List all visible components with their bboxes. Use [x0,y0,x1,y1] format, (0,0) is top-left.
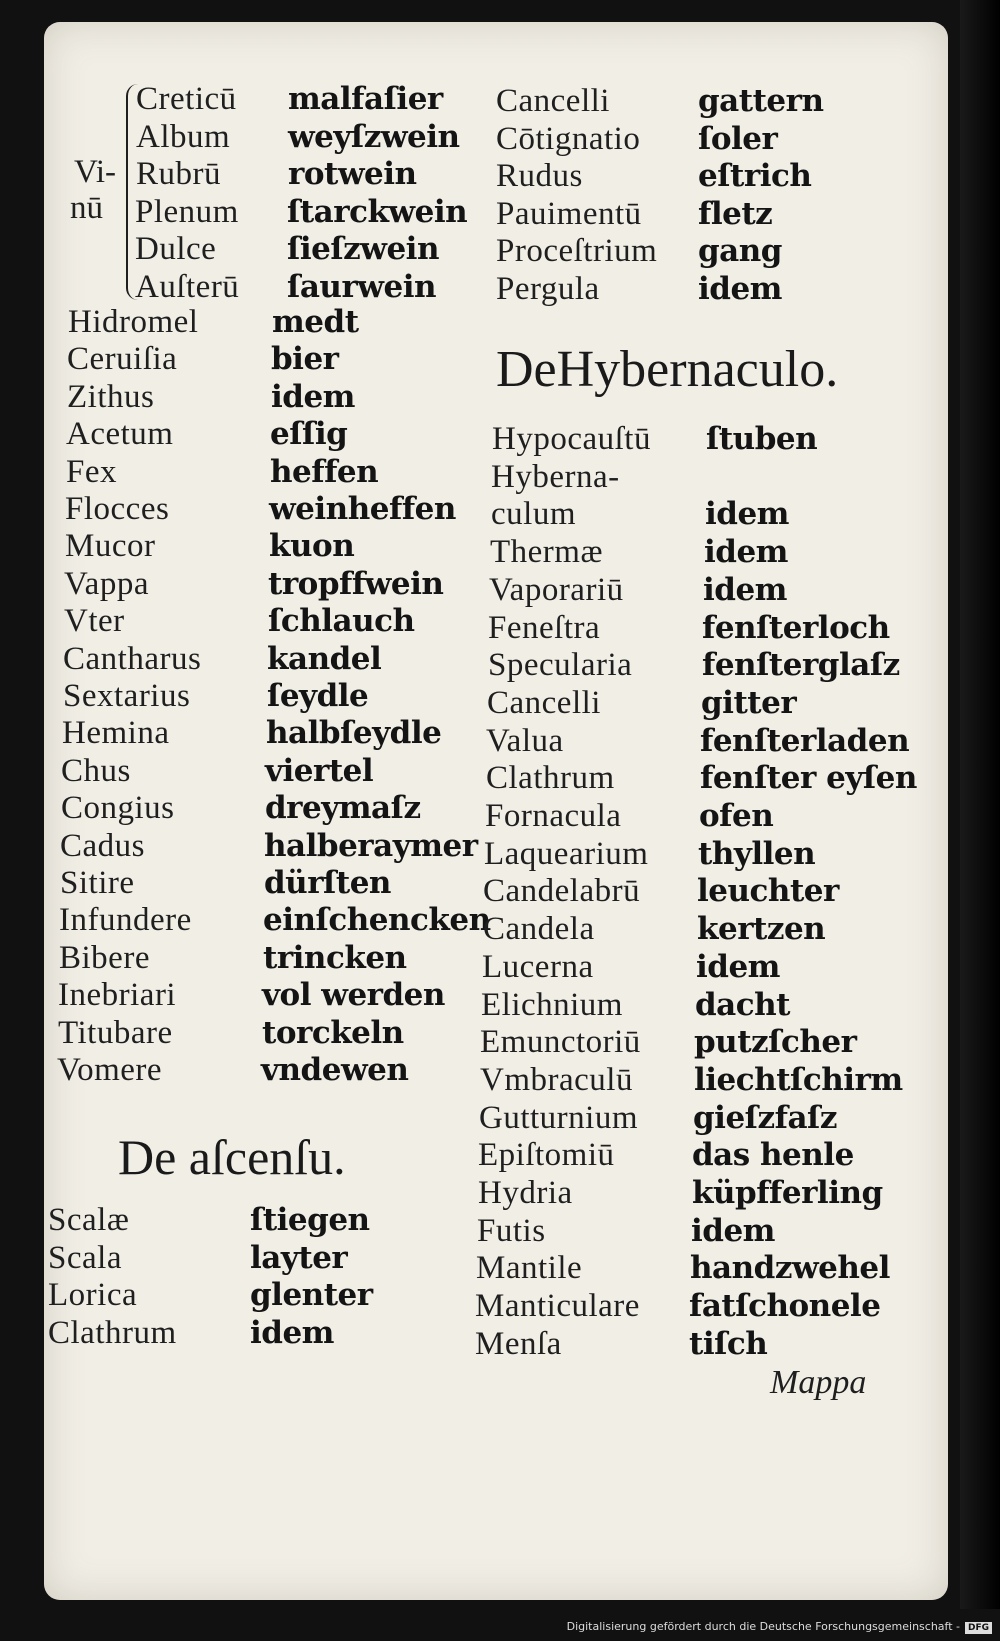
german-term: halbſeydle [266,715,442,752]
german-term: heffen [270,453,379,490]
latin-term: Valua [486,722,564,759]
german-term: kuon [269,528,355,565]
latin-term: Pergula [496,271,600,307]
latin-term: Cantharus [63,640,202,677]
german-term: idem [705,496,789,533]
german-term: medt [272,304,359,340]
vinum-label-bottom: nū [70,190,103,226]
latin-term: Ceruiſia [67,341,178,378]
latin-term: Cadus [60,827,145,864]
german-term: weinheffen [269,491,456,527]
german-term: fletz [698,195,773,232]
german-term: ſtarckwein [287,193,468,230]
german-term: fenſterloch [702,609,890,646]
latin-term: Hydria [478,1175,573,1211]
german-term: ſieſzwein [287,231,439,268]
latin-term: Vter [64,603,125,640]
german-term: vol werden [262,977,445,1014]
latin-term: Congius [61,790,175,827]
heading-de-hybernaculo: DeHybernaculo. [496,341,839,398]
latin-term: culum [491,496,576,533]
latin-term: Clathrum [48,1314,177,1351]
latin-term: Candelabrū [483,873,641,910]
latin-term: Rubrū [136,156,221,193]
german-term: halberaymer [264,827,478,864]
german-term: kandel [267,640,382,677]
german-term: kertzen [697,911,826,948]
german-term: glenter [250,1277,373,1313]
german-term: ſtuben [706,421,818,457]
german-term: idem [691,1212,775,1249]
latin-term: Fex [66,453,117,490]
latin-term: Zithus [67,378,155,415]
latin-term: Emunctoriū [480,1024,641,1061]
latin-term: Auſterū [135,269,240,305]
vinum-label-top: Vi- [74,154,117,190]
latin-term: Bibere [59,939,150,976]
latin-term: Sitire [60,865,135,901]
german-term: putzſcher [694,1024,857,1061]
latin-term: Feneſtra [488,609,601,646]
latin-term: Cōtignatio [496,120,641,157]
latin-term: Clathrum [486,760,615,797]
latin-term: Creticū [136,81,237,117]
german-term: handzwehel [690,1250,890,1287]
latin-term: Hyberna- [491,458,620,495]
german-term: ofen [699,798,774,834]
german-term: liechtſchirm [694,1061,903,1098]
latin-term: Infundere [59,902,192,939]
footer-credit: Digitalisierung gefördert durch die Deutsche Forschungsgemeinschaft - [566,1620,960,1633]
german-term: idem [698,271,782,307]
latin-term: Album [136,118,231,155]
german-term: fenſterglaſz [702,647,900,684]
latin-term: Hypocauſtū [492,421,651,457]
latin-term: Pauimentū [496,195,642,232]
german-term: einſchencken [263,902,491,939]
footer-bar [0,1609,1000,1641]
german-term: ſoler [698,120,778,157]
german-term: ſeydle [267,678,369,714]
latin-term: Thermæ [490,534,603,571]
german-term: malfaſier [288,81,443,117]
latin-term: Scala [48,1239,122,1276]
latin-term: Hemina [62,715,170,752]
german-term: gieſzfaſz [693,1099,837,1136]
latin-term: Rudus [496,158,583,195]
latin-term: Manticulare [475,1288,640,1325]
german-term: idem [704,534,788,571]
latin-term: Hidromel [68,304,199,340]
latin-term: Titubare [58,1014,173,1051]
german-term: thyllen [698,835,816,872]
latin-term: Laquearium [484,835,649,872]
latin-term: Plenum [135,193,239,230]
latin-term: Cancelli [487,684,601,721]
latin-term: Sextarius [63,678,191,714]
german-term: küpfferling [692,1175,883,1211]
latin-term: Specularia [488,647,633,684]
german-term: rotwein [288,156,417,193]
german-term: idem [703,571,787,608]
german-term: bier [271,341,339,378]
latin-term: Epiſtomiū [478,1137,615,1174]
page-edge [960,0,1000,1610]
latin-term: Lucerna [482,948,594,985]
german-term: viertel [265,752,374,789]
latin-term: Elichnium [481,986,623,1023]
latin-term: Vmbraculū [480,1061,633,1098]
german-term: idem [250,1314,334,1351]
german-term: trincken [263,939,407,976]
latin-term: Vomere [57,1052,163,1088]
latin-term: Mucor [65,528,156,565]
german-term: vndewen [261,1052,409,1088]
german-term: gang [698,233,782,270]
german-term: dreymaſz [265,790,421,827]
heading-de-ascensu: De aſcenſu. [118,1129,346,1185]
latin-term: Dulce [135,231,217,268]
latin-term: Futis [477,1212,546,1249]
catchword: Mappa [770,1364,867,1401]
latin-term: Fornacula [485,798,622,834]
german-term: eſtrich [698,158,812,195]
latin-term: Menſa [475,1325,562,1362]
german-term: layter [250,1239,348,1276]
german-term: tropffwein [268,565,444,602]
latin-term: Acetum [66,416,174,453]
german-term: tiſch [689,1325,768,1362]
german-term: das henle [692,1137,854,1174]
german-term: ſaurwein [287,269,437,305]
latin-term: Vaporariū [489,571,624,608]
german-term: leuchter [697,873,839,910]
german-term: fenſter eyſen [700,760,917,797]
latin-term: Inebriari [58,977,177,1014]
german-term: gitter [701,684,797,721]
latin-term: Gutturnium [479,1099,638,1136]
latin-term: Lorica [48,1277,138,1313]
latin-term: Scalæ [48,1202,130,1238]
german-term: ſtiegen [250,1202,370,1238]
latin-term: Chus [61,752,131,789]
latin-term: Cancelli [496,83,610,119]
german-term: torckeln [262,1014,404,1051]
german-term: fatſchonele [689,1288,881,1325]
latin-term: Flocces [65,491,170,527]
german-term: ſchlauch [268,603,415,640]
german-term: dürſten [264,865,391,901]
german-term: dacht [695,986,790,1023]
latin-term: Candela [483,911,595,948]
german-term: fenſterladen [700,722,910,759]
german-term: weyſzwein [288,118,460,155]
dfg-logo: DFG [965,1622,992,1634]
latin-term: Proceſtrium [496,233,658,270]
german-term: idem [696,948,780,985]
german-term: gattern [698,83,824,119]
german-term: idem [271,378,355,415]
latin-term: Vappa [64,565,149,602]
latin-term: Mantile [476,1250,583,1287]
german-term: eſſig [270,416,348,453]
